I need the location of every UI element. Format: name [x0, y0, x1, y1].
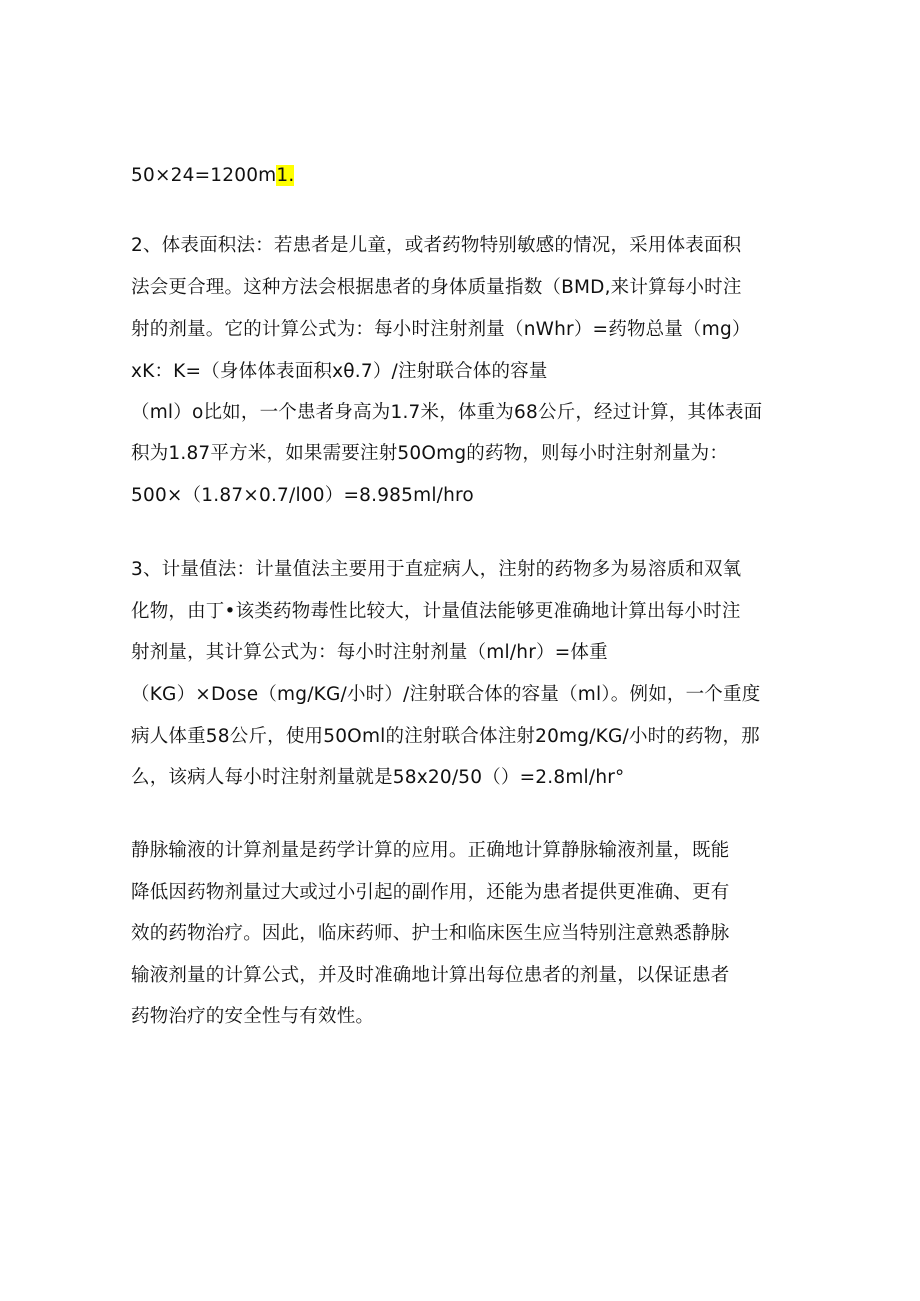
highlighted-text: 1.	[276, 165, 295, 186]
paragraph-line: xK：K=（身体体表面积xθ.7）/注射联合体的容量	[131, 361, 548, 382]
paragraph-line: 500×（1.87×0.7/l00）=8.985ml/hro	[131, 485, 474, 506]
paragraph-line: 效的药物治疗。因此，临床药师、护士和临床医生应当特别注意熟悉静脉	[131, 923, 730, 944]
paragraph-line: 2、体表面积法：若患者是儿童，或者药物特别敏感的情况，采用体表面积	[131, 235, 742, 256]
paragraph-line: 射剂量，其计算公式为：每小时注射剂量（ml/hr）=体重	[131, 642, 608, 663]
paragraph-line: 输液剂量的计算公式，并及时准确地计算出每位患者的剂量，以保证患者	[131, 965, 730, 986]
formula-text: 50×24=1200m	[131, 165, 277, 186]
paragraph-line: 静脉输液的计算剂量是药学计算的应用。正确地计算静脉输液剂量，既能	[131, 840, 730, 861]
paragraph-line: 降低因药物剂量过大或过小引起的副作用，还能为患者提供更准确、更有	[131, 882, 730, 903]
paragraph-line: 积为1.87平方米，如果需要注射50Omg的药物，则每小时注射剂量为：	[131, 443, 729, 464]
paragraph-line: 药物治疗的安全性与有效性。	[131, 1006, 375, 1027]
paragraph-line: （KG）×Dose（mg/KG/小时）/注射联合体的容量（ml）。例如，一个重度	[131, 684, 761, 705]
paragraph-line: 法会更合理。这种方法会根据患者的身体质量指数（BMD,来计算每小时注	[131, 277, 742, 298]
paragraph-line: 化物，由丁•该类药物毒性比较大，计量值法能够更准确地计算出每小时注	[131, 601, 741, 622]
paragraph-line: 么，该病人每小时注射剂量就是58x20/50（）=2.8ml/hr°	[131, 767, 625, 788]
formula-line	[131, 163, 294, 189]
paragraph-line: 3、计量值法：计量值法主要用于直症病人，注射的药物多为易溶质和双氧	[131, 559, 742, 580]
paragraph-line: 病人体重58公斤，使用50Oml的注射联合体注射20mg/KG/小时的药物，那	[131, 726, 760, 747]
paragraph-line: （ml）o比如，一个患者身高为1.7米，体重为68公斤，经过计算，其体表面	[131, 402, 763, 423]
paragraph-line: 射的剂量。它的计算公式为：每小时注射剂量（nWhr）=药物总量（mg）	[131, 319, 751, 340]
